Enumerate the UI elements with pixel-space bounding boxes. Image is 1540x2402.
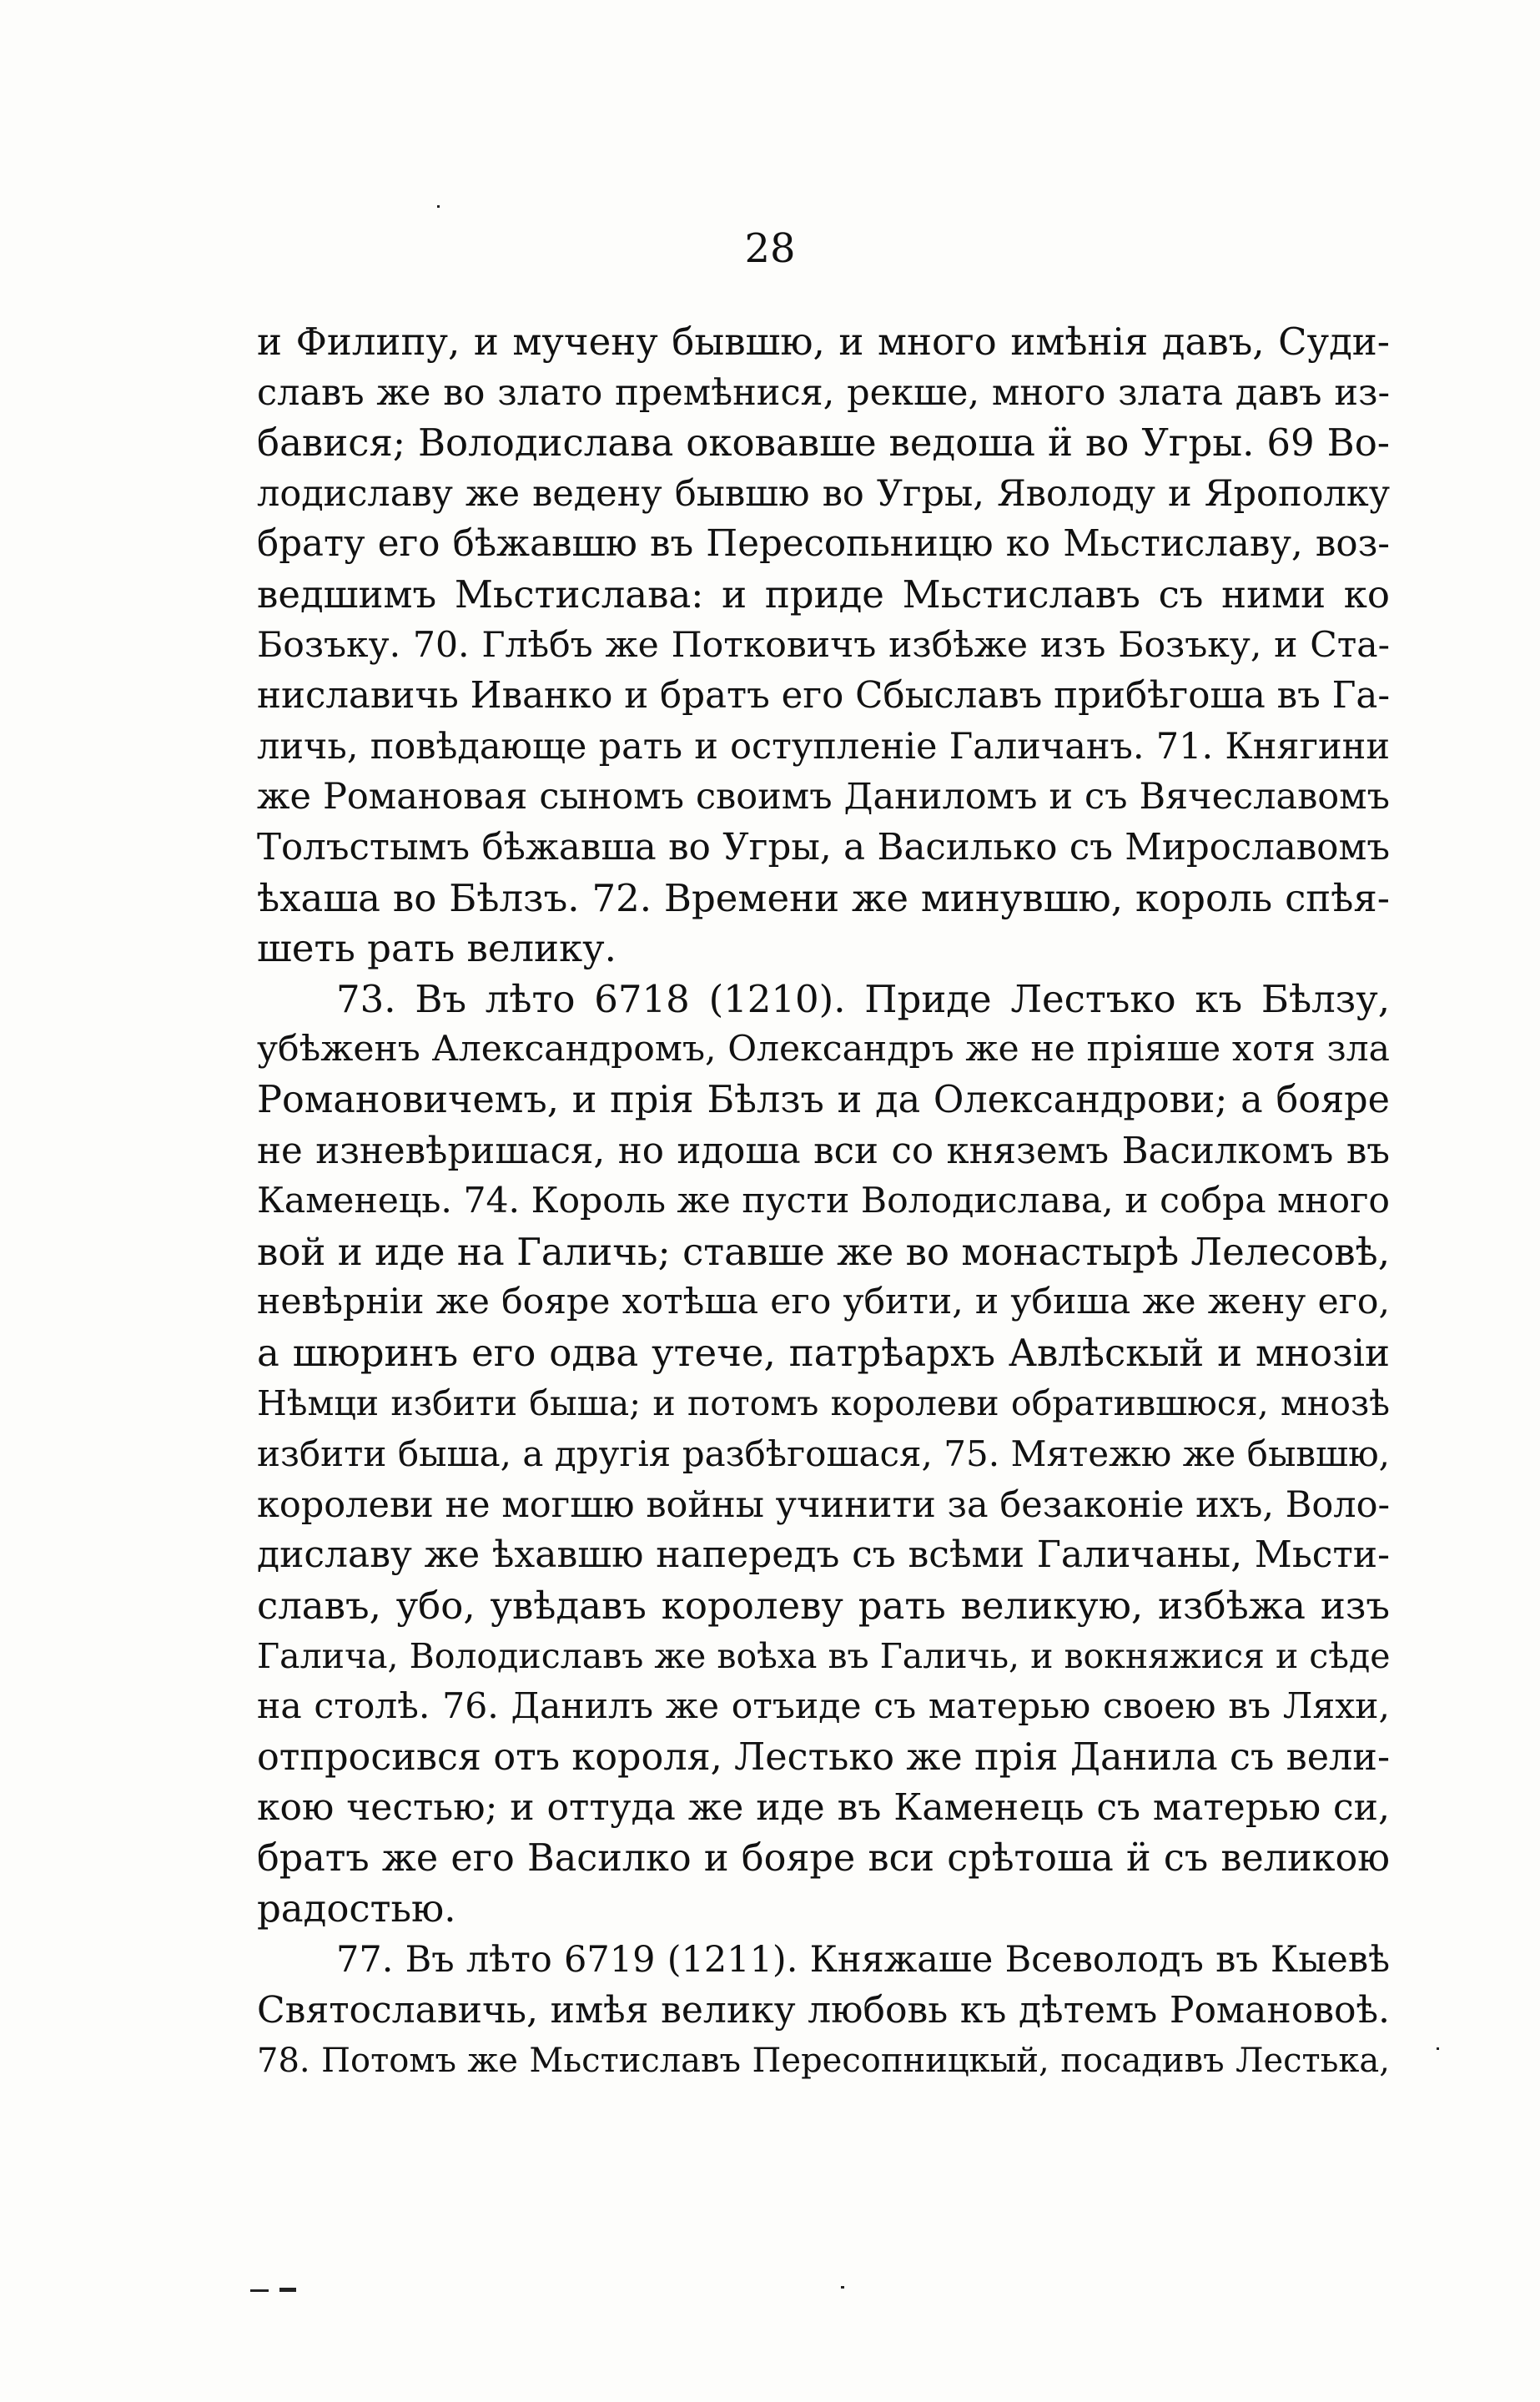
- text-line: же Романовая сыномъ своимъ Даниломъ и съ Вячеславомъ: [257, 776, 1390, 818]
- text-line: кою честью; и оттуда же иде въ Каменець съ матерью си,: [257, 1786, 1390, 1830]
- text-line: 77. Въ лѣто 6719 (1211). Княжаше Всеволодъ въ Кыевѣ: [336, 1939, 1390, 1981]
- print-speck: [437, 205, 440, 208]
- text-line: невѣрніи же бояре хотѣша его убити, и убиша же жену его,: [257, 1282, 1390, 1323]
- text-line: Галича, Володиславъ же воѣха въ Галичь, и вокняжися и сѣде: [257, 1636, 1391, 1677]
- text-line: на столѣ. 76. Данилъ же отъиде съ матерью своею въ Ляхи,: [257, 1686, 1390, 1728]
- text-line: лодиславу же ведену бывшю во Угры, Яволоду и Ярополку: [257, 472, 1390, 515]
- text-line: бавися; Володислава оковавше ведоша ӥ во Угры. 69 Во-: [257, 420, 1390, 466]
- text-line: вой и иде на Галичь; ставше же во монастырѣ Лелесовѣ,: [257, 1229, 1390, 1274]
- text-line: братъ же его Василко и бояре вси срѣтоша ӥ съ великою: [257, 1836, 1390, 1880]
- text-line: радостью.: [257, 1886, 456, 1931]
- text-line: избити быша, а другія разбѣгошася, 75. Мятежю же бывшю,: [257, 1433, 1390, 1475]
- text-line: ведшимъ Мьстислава: и приде Мьстиславъ съ ними ко: [257, 572, 1390, 617]
- text-line: шеть рать велику.: [257, 926, 617, 971]
- text-line: Святославичь, имѣя велику любовь къ дѣтемъ Романовоѣ.: [257, 1988, 1390, 2032]
- text-line: ѣхаша во Бѣлзъ. 72. Времени же минувшю, король спѣя-: [257, 875, 1390, 920]
- print-speck: [250, 2289, 269, 2292]
- text-line: 73. Въ лѣто 6718 (1210). Приде Лестъко къ Бѣлзу,: [336, 976, 1390, 1021]
- text-line: не изневѣришася, но идоша вси со княземъ Василкомъ въ: [257, 1130, 1390, 1172]
- text-line: Толъстымъ бѣжавша во Угры, а Василько съ Мирославомъ: [257, 826, 1390, 869]
- text-line: 78. Потомъ же Мьстиславъ Пересопницкый, посадивъ Лестька,: [257, 2042, 1390, 2081]
- text-line: Романовичемъ, и прія Бѣлзъ и да Олександрови; а бояре: [257, 1078, 1390, 1121]
- text-line: Каменець. 74. Король же пусти Володислава, и собра много: [257, 1181, 1390, 1222]
- text-line: убѣженъ Александромъ, Олександръ же не пріяше хотя зла: [257, 1029, 1390, 1070]
- text-line: диславу же ѣхавшю напередъ съ всѣми Галичаны, Мьсти-: [257, 1533, 1390, 1577]
- body-text: [257, 317, 1390, 2087]
- text-line: брату его бѣжавшю въ Пересопьницю ко Мьстиславу, воз-: [257, 523, 1390, 566]
- text-line: а шюринъ его одва утече, патрѣархъ Авлѣскый и мнозіи: [257, 1330, 1390, 1375]
- text-line: Бозъку. 70. Глѣбъ же Потковичъ избѣже изъ Бозъку, и Ста-: [257, 624, 1390, 666]
- page-number: 28: [744, 225, 796, 272]
- text-line: личь, повѣдающе рать и оступленіе Галичанъ. 71. Княгини: [257, 725, 1390, 768]
- text-line: Нѣмци избити быша; и потомъ королеви обратившюся, мнозѣ: [257, 1383, 1390, 1424]
- text-line: славъ, убо, увѣдавъ королеву рать великую, избѣжа изъ: [257, 1583, 1390, 1628]
- print-speck: [279, 2288, 296, 2292]
- print-speck: [1437, 2047, 1439, 2050]
- text-line: королеви не могшю войны учинити за безаконіе ихъ, Воло-: [257, 1483, 1390, 1526]
- text-line: и Филипу, и мучену бывшю, и много имѣнія давъ, Суди-: [257, 320, 1390, 364]
- text-line: отпросився отъ короля, Лестько же прія Данила съ вели-: [257, 1735, 1390, 1779]
- print-speck: [841, 2286, 844, 2289]
- text-line: славъ же во злато премѣнися, рекше, много злата давъ из-: [257, 371, 1390, 414]
- text-line: ниславичь Иванко и братъ его Сбыславъ прибѣгоша въ Га-: [257, 675, 1391, 718]
